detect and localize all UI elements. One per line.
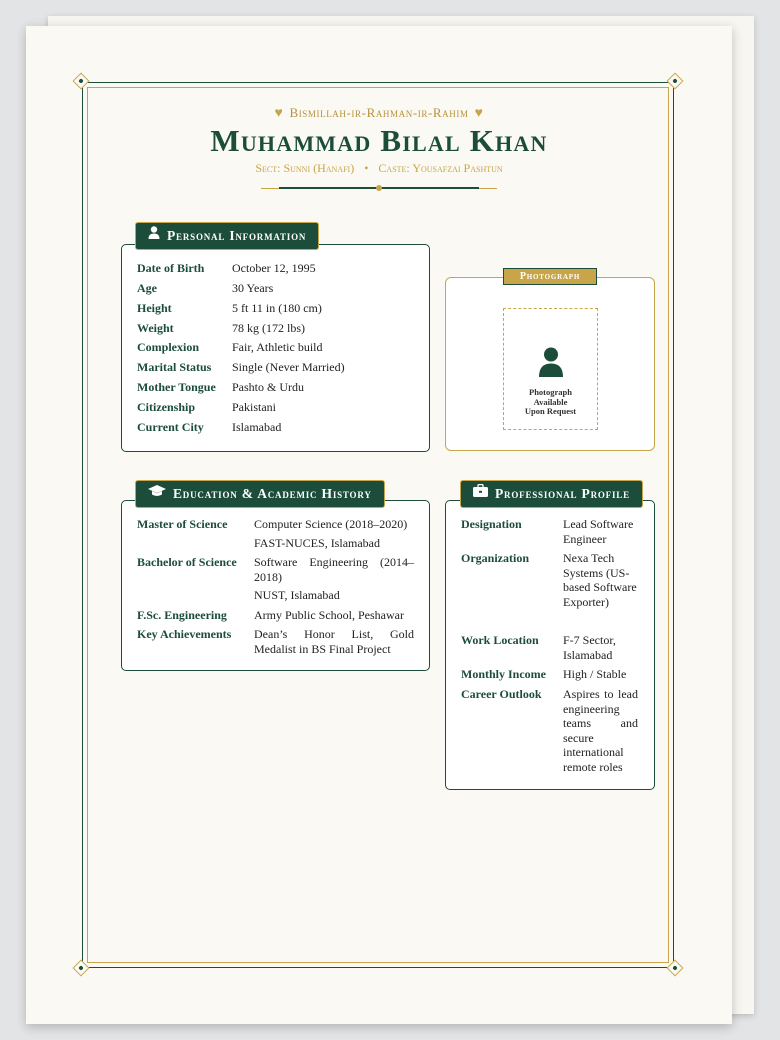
professional-label: Career Outlook bbox=[461, 687, 542, 701]
candidate-name: Muhammad Bilal Khan bbox=[210, 123, 548, 158]
personal-label: Date of Birth bbox=[137, 261, 205, 275]
professional-value: Nexa Tech Systems (US-based Software Exporter) bbox=[563, 551, 637, 609]
personal-label: Citizenship bbox=[137, 400, 196, 414]
professional-label: Work Location bbox=[461, 633, 539, 647]
sect-text: Sect: Sunni (Hanafi) bbox=[255, 161, 355, 175]
personal-value: Pashto & Urdu bbox=[232, 380, 304, 394]
personal-label: Age bbox=[137, 281, 157, 295]
personal-label: Marital Status bbox=[137, 360, 212, 374]
personal-value: Islamabad bbox=[232, 420, 282, 434]
biodata-sheet bbox=[26, 26, 732, 1024]
professional-label: Organization bbox=[461, 551, 529, 565]
personal-value: Fair, Athletic build bbox=[232, 340, 323, 354]
personal-value: October 12, 1995 bbox=[232, 261, 316, 275]
heart-icon: ♥ bbox=[274, 106, 284, 121]
personal-label: Height bbox=[137, 301, 172, 315]
briefcase-icon bbox=[473, 480, 488, 506]
education-label: Bachelor of Science bbox=[137, 555, 237, 569]
professional-label: Designation bbox=[461, 517, 522, 531]
professional-value: Aspires to lead engineering teams and secure international remote roles bbox=[563, 687, 638, 774]
caste-text: Caste: Yousafzai Pashtun bbox=[378, 161, 503, 175]
bismillah-line bbox=[26, 104, 732, 122]
education-value: FAST-NUCES, Islamabad bbox=[254, 536, 380, 550]
photo-note bbox=[504, 388, 597, 417]
professional-label: Monthly Income bbox=[461, 667, 546, 681]
personal-info-box bbox=[121, 244, 430, 452]
photo-note-line: Photograph bbox=[529, 387, 572, 397]
header-divider bbox=[261, 184, 497, 192]
education-value: NUST, Islamabad bbox=[254, 588, 340, 602]
education-label: Master of Science bbox=[137, 517, 228, 531]
personal-value: 5 ft 11 in (180 cm) bbox=[232, 301, 322, 315]
personal-value: 30 Years bbox=[232, 281, 274, 295]
bismillah-text: Bismillah-ir-Rahman-ir-Rahim bbox=[289, 105, 469, 120]
personal-info-title bbox=[135, 222, 319, 250]
personal-label: Current City bbox=[137, 420, 204, 434]
photo-note-line: Available bbox=[533, 396, 568, 407]
education-title-text: Education & Academic History bbox=[173, 486, 372, 501]
heart-icon: ♥ bbox=[474, 106, 484, 121]
education-value: Software Engineering (2014–2018) bbox=[254, 555, 414, 584]
photo-placeholder bbox=[503, 308, 598, 430]
personal-value: Pakistani bbox=[232, 400, 276, 414]
education-label: Key Achievements bbox=[137, 627, 232, 641]
personal-value: 78 kg (172 lbs) bbox=[232, 321, 305, 335]
personal-value: Single (Never Married) bbox=[232, 360, 345, 374]
personal-label: Complexion bbox=[137, 340, 200, 354]
education-box bbox=[121, 500, 430, 671]
personal-info-title-text: Personal Information bbox=[167, 228, 307, 243]
sect-caste-line bbox=[26, 160, 732, 176]
professional-value: High / Stable bbox=[563, 667, 627, 681]
separator-dot: • bbox=[364, 161, 369, 175]
photo-tag: Photograph bbox=[503, 268, 597, 285]
professional-box bbox=[445, 500, 655, 790]
professional-title bbox=[460, 480, 643, 508]
education-title bbox=[135, 480, 385, 508]
user-silhouette-icon bbox=[538, 347, 564, 382]
graduation-cap-icon bbox=[148, 480, 166, 506]
education-value: Army Public School, Peshawar bbox=[254, 608, 404, 622]
header bbox=[26, 104, 732, 192]
personal-label: Weight bbox=[137, 321, 174, 335]
education-value: Computer Science (2018–2020) bbox=[254, 517, 408, 531]
education-label: F.Sc. Engineering bbox=[137, 608, 227, 622]
user-icon bbox=[148, 222, 160, 248]
education-value: Dean’s Honor List, Gold Medalist in BS Final Project bbox=[254, 627, 414, 656]
professional-title-text: Professional Profile bbox=[495, 486, 630, 501]
photo-note-line: Upon Request bbox=[524, 406, 577, 416]
personal-label: Mother Tongue bbox=[137, 380, 216, 394]
professional-value: F-7 Sector, Islamabad bbox=[563, 633, 616, 662]
professional-value: Lead Software Engineer bbox=[563, 517, 634, 546]
